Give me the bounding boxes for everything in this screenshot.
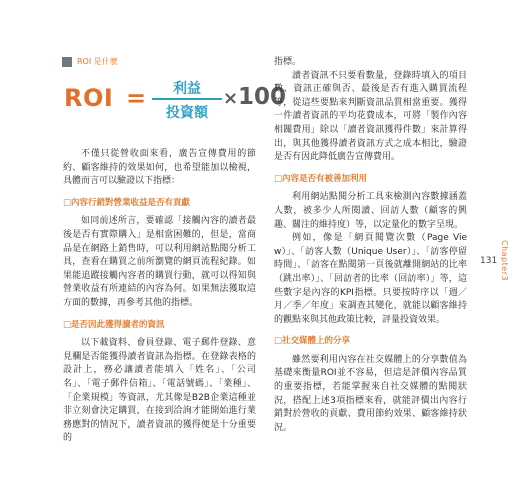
right-column	[274, 56, 467, 435]
intro-paragraph: 不僅只從營收面來看，廣告宣傳費用的節約、顧客維持的效果如何，也希望能加以檢視，具體而言可以驗證以下指標：	[63, 149, 256, 187]
subheading	[63, 197, 256, 211]
subheading-text: □是否因此獲得讀者的資訊	[63, 319, 165, 330]
body-paragraph: 例如，像是「網頁閱覽次數（Page View）」、「訪客人數（Unique User）」、「訪客停留時間」、「訪客在點閱第一頁後就離開網站的比率（跳出率）」、「回訪者的比率（回訪率）」等，這些數字是內容的KPI指標。只要按時序以「週／月／季／年度」來調查其變化，就能以顧客維持的觀點來與其他政策比較，評量投資效果。	[274, 233, 467, 325]
left-column	[63, 148, 256, 446]
fraction-bar	[152, 98, 222, 100]
subheading-text: □社交媒體上的分享	[274, 336, 351, 347]
subheading-text: □內容是否有被善加利用	[274, 173, 368, 184]
roi-formula	[64, 78, 287, 128]
body-paragraph: 雖然要利用內容在社交媒體上的分享數值為基礎來衡量ROI並不容易，但這是評價內容品質的重要指標，若能掌握來自社交媒體的點閱狀況，搭配上述3項指標來看，就能評價出內容行銷對於營收的貢獻、費用節約效果、顧客維持狀況。	[274, 354, 467, 433]
section-header	[62, 56, 118, 67]
body-paragraph: 指標。	[274, 57, 302, 67]
formula-denominator: 投資額	[166, 105, 208, 121]
formula-roi: ROI	[64, 84, 114, 112]
body-paragraph: 讀者資訊不只要看數量，登錄時填入的項目數、資訊正確與否、最後是否有進入購買流程等，從這些要點來判斷資訊品質相當重要。獲得一件讀者資訊的平均花費成本，可將「製作內容相關費用」除以「讀者資訊獲得件數」來計算得出，與其他獲得讀者資訊方式之成本相比，驗證是否有因此降低廣告宣傳費用。	[274, 70, 467, 163]
section-label: ROI 是什麼	[77, 57, 118, 66]
body-paragraph: 利用網站點閱分析工具來檢測內容數據涵蓋人數，被多少人所閱讀、回訪人數（顧客的興趣、關注的維持度）等，以定量化的數字呈現。	[274, 192, 467, 230]
square-bullet-icon	[62, 57, 72, 67]
page-number: 131	[480, 256, 498, 266]
subheading	[274, 335, 467, 349]
formula-equals: =	[126, 84, 147, 112]
body-paragraph: 以下載資料、會員登錄、電子郵件登錄、意見欄是否能獲得讀者資訊為指標。在登錄表格的設計上，務必讓讀者能填入「姓名」、「公司名」、「電子郵件信箱」、「電話號碼」、「業種」、「企業規模」等資訊，尤其像是B2B企業這種並非立刻會決定購買，在接到洽詢才能開始進行業務應對的情況下，讀者資訊的獲得便是十分重要的	[63, 338, 256, 444]
chapter-label: Chapter3	[500, 240, 509, 282]
body-paragraph: 如同前述所言，要確認「接觸內容的讀者最後是否有實際購入」是相當困難的，但是，當商品是在網路上銷售時，可以利用網站點閱分析工具，查看在購買之前所瀏覽的網頁流程紀錄。如果能追蹤接觸內容者的購買行動，就可以得知與營業收益有所連結的內容為何。如果無法獲取這方面的數據，再參考其他的指標。	[63, 216, 256, 308]
subheading	[274, 173, 467, 187]
formula-numerator: 利益	[173, 81, 201, 97]
subheading	[63, 319, 256, 333]
formula-times: ×	[223, 88, 239, 109]
subheading-text: □內容行銷對營業收益是否有貢獻	[63, 197, 191, 208]
formula-multiplier: 100	[238, 84, 287, 110]
